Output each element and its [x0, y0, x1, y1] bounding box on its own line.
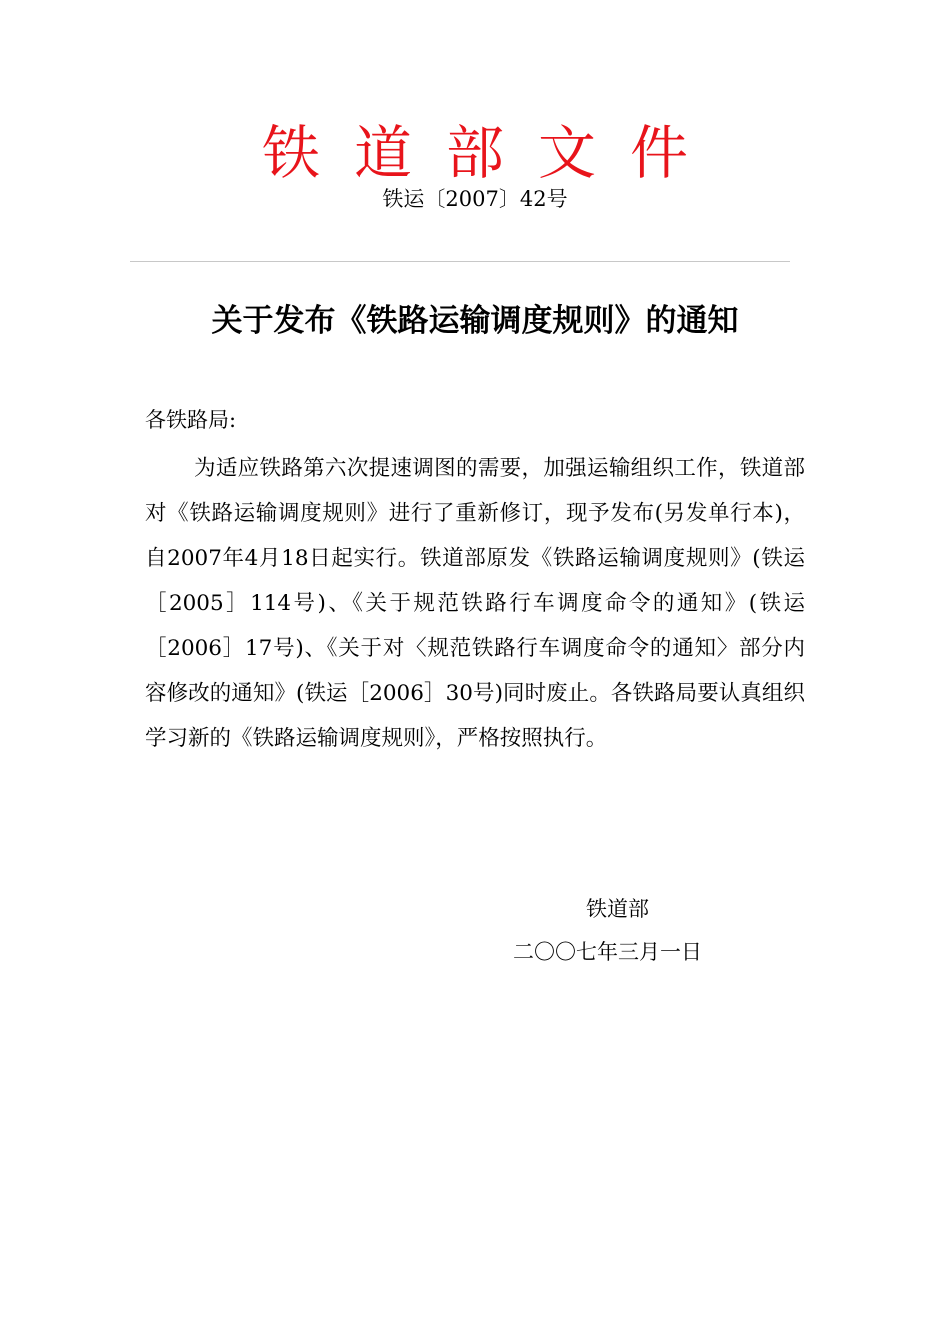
- header-divider: [130, 261, 790, 262]
- notice-title: 关于发布《铁路运输调度规则》的通知: [211, 303, 739, 339]
- notice-body: 为适应铁路第六次提速调图的需要，加强运输组织工作，铁道部对《铁路运输调度规则》进行了重新修订，现予发布(另发单行本)，自2007年4月18日起实行。铁道部原发《铁路运输调度规则》(铁运［2005］114号)、《关于规范铁路行车调度命令的通知》(铁运［2006］17号)、《关于对〈规范铁路行车调度命令的通知〉部分内容修改的通知》(铁运［2006］30号)同时废止。各铁路局要认真组织学习新的《铁路运输调度规则》，严格按照执行。: [145, 456, 805, 751]
- salutation: 各铁路局:: [145, 408, 237, 432]
- signature-organization: 铁道部: [586, 897, 649, 921]
- signature-date: 二〇〇七年三月一日: [513, 940, 702, 964]
- header-title: 铁道部文件: [261, 119, 722, 187]
- document-number: 铁运〔2007〕42号: [382, 187, 568, 211]
